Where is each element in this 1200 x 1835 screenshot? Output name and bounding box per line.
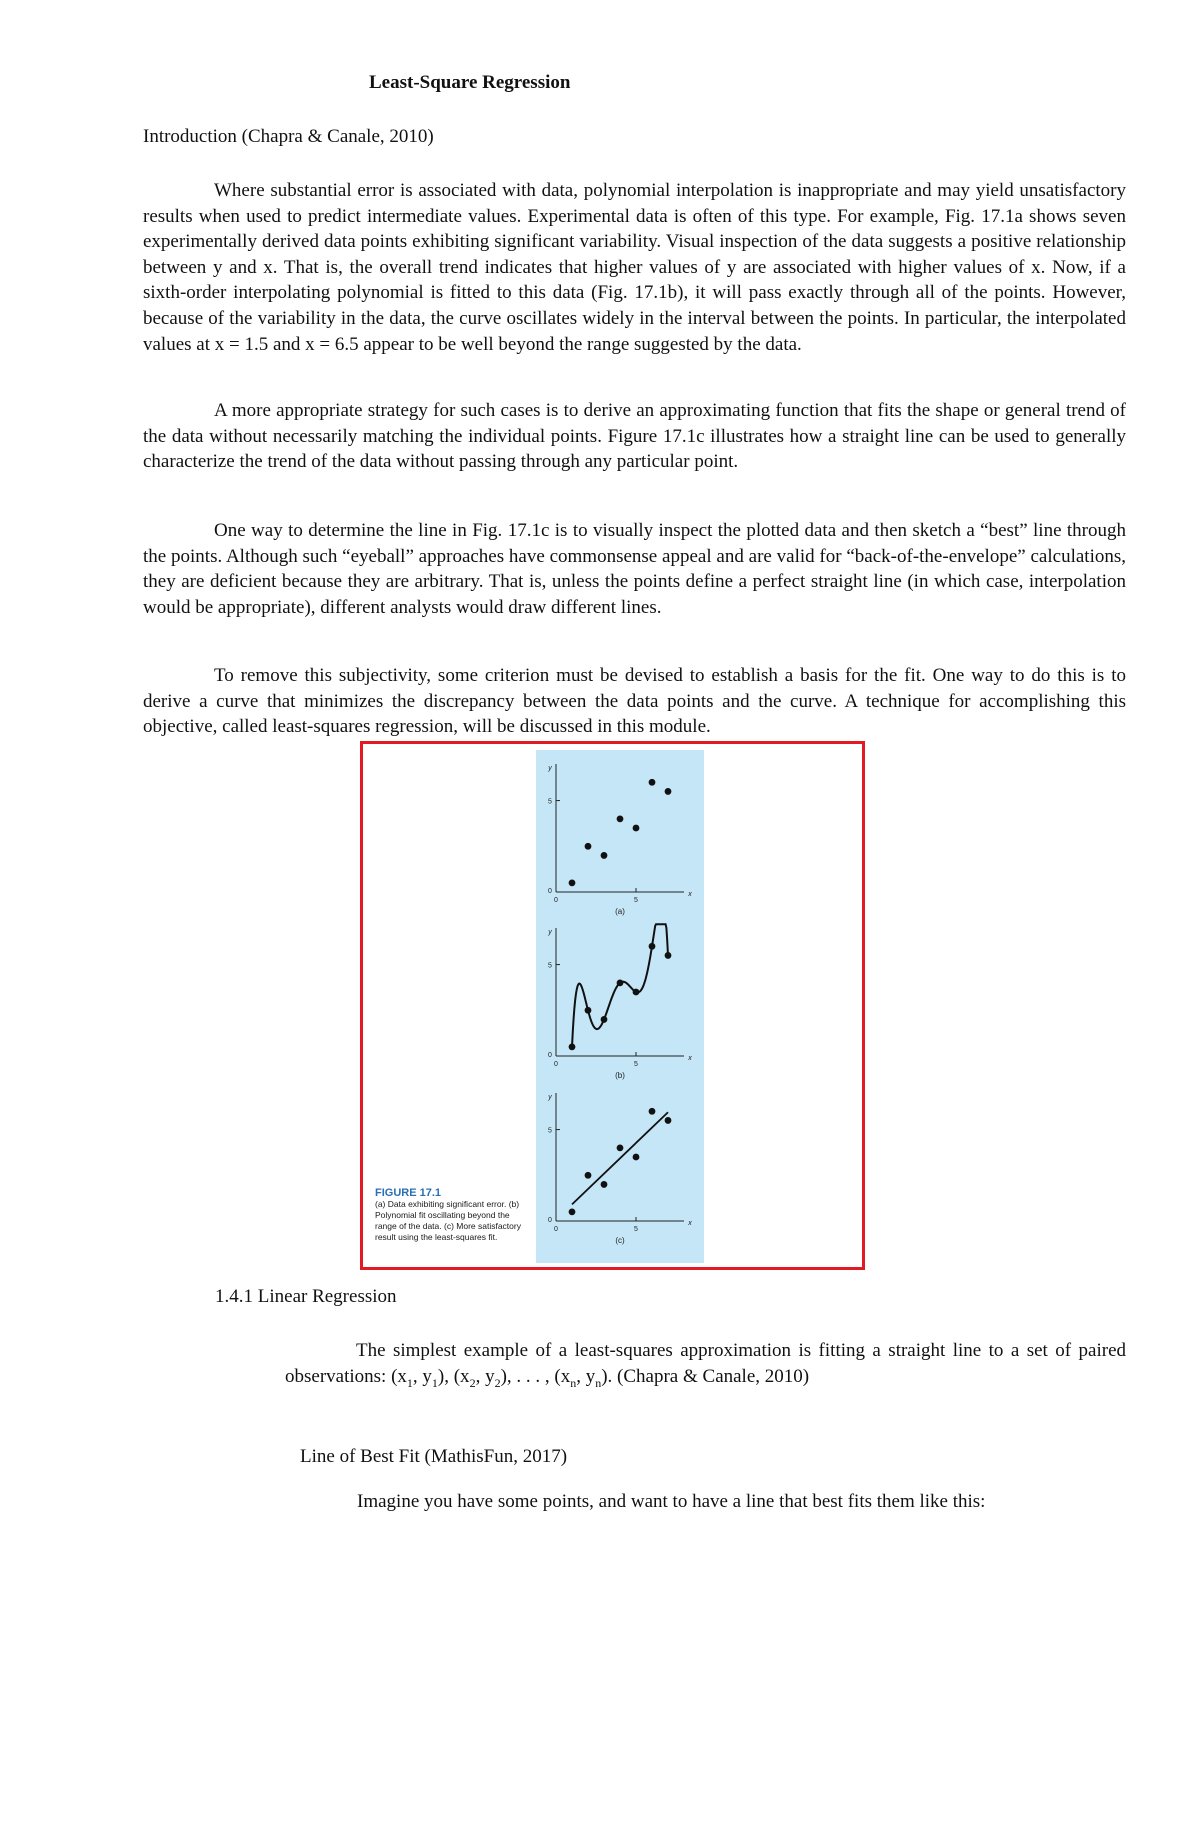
paragraph-1 bbox=[143, 178, 1126, 357]
paragraph-1-text: Where substantial error is associated with data, polynomial interpolation is inappropriate and may yield unsatisfactory results when used to predict intermediate values. Experimental data is often of this type. For example, Fig. 17.1a shows seven experimentally derived data points exhibiting significant variability. Visual inspection of the data suggests a positive relationship between y and x. That is, the overall trend indicates that higher values of y are associated with higher values of x. Now, if a sixth-order interpolating polynomial is fitted to this data (Fig. 17.1b), it will pass exactly through all of the points. However, because of the variability in the data, the curve oscillates widely in the interval between the points. In particular, the interpolated values at x = 1.5 and x = 6.5 appear to be well beyond the range suggested by the data. bbox=[143, 180, 1126, 355]
data-point bbox=[585, 1007, 592, 1014]
paragraph-2-text: A more appropriate strategy for such cases is to derive an approximating function that fits the shape or general trend of the data without necessarily matching the individual points. Figure 17.1c illustrates how a straight line can be used to generally characterize the trend of the data without passing through any particular point. bbox=[143, 400, 1126, 473]
y-tick-label-5: 5 bbox=[548, 798, 552, 806]
line-of-best-fit-heading: Line of Best Fit (MathisFun, 2017) bbox=[300, 1446, 568, 1467]
y-tick-label-0: 0 bbox=[548, 888, 552, 895]
paragraph-3 bbox=[143, 518, 1126, 620]
y-tick-label-5: 5 bbox=[548, 1127, 552, 1135]
data-point bbox=[569, 879, 576, 886]
section-heading-linear-regression: 1.4.1 Linear Regression bbox=[215, 1286, 397, 1307]
y-tick-label-0: 0 bbox=[548, 1052, 552, 1059]
x-tick-label-0: 0 bbox=[554, 1061, 558, 1068]
x-axis-label: x bbox=[688, 1220, 692, 1227]
data-point bbox=[665, 1117, 672, 1124]
data-point bbox=[601, 1181, 608, 1188]
p5-part: ). (Chapra & Canale, 2010) bbox=[601, 1365, 810, 1387]
p5-part: The simplest example of a least-squares approximation is fitting a straight line to a set of paired observations: (x bbox=[285, 1340, 1126, 1387]
p5-part: , y bbox=[475, 1365, 495, 1387]
data-point bbox=[601, 1016, 608, 1023]
figure-caption-text: (a) Data exhibiting significant error. (b) Polynomial fit oscillating beyond the range of the data. (c) More satisfactory result using the least-squares fit. bbox=[375, 1199, 521, 1242]
y-axis-label: y bbox=[548, 1094, 552, 1101]
p5-sub: 1 bbox=[406, 1375, 413, 1390]
p5-part: ), . . . , (x bbox=[500, 1365, 571, 1387]
paragraph-2 bbox=[143, 398, 1126, 475]
data-point bbox=[601, 852, 608, 859]
data-point bbox=[649, 779, 656, 786]
figure-caption-title: FIGURE 17.1 bbox=[375, 1187, 442, 1199]
data-point bbox=[585, 843, 592, 850]
data-point bbox=[633, 825, 640, 832]
data-point bbox=[617, 815, 624, 822]
data-point bbox=[649, 1108, 656, 1115]
data-point bbox=[665, 952, 672, 959]
y-tick-label-0: 0 bbox=[548, 1217, 552, 1224]
paragraph-4-text: To remove this subjectivity, some criterion must be devised to establish a basis for the fit. One way to do this is to derive a curve that minimizes the discrepancy between the data points and the curve. A technique for accomplishing this objective, called least-squares regression, will be discussed in this module. bbox=[143, 665, 1126, 738]
p5-sub: 2 bbox=[494, 1375, 501, 1390]
panel-label: (a) bbox=[615, 907, 625, 916]
line-of-best-fit-text: Imagine you have some points, and want to have a line that best fits them like this: bbox=[357, 1491, 986, 1512]
page-title: Least-Square Regression bbox=[369, 72, 571, 93]
data-point bbox=[617, 1144, 624, 1151]
data-point bbox=[665, 788, 672, 795]
p5-part: , y bbox=[412, 1365, 432, 1387]
figure-17-1-frame bbox=[360, 741, 865, 1270]
p5-part: ), (x bbox=[437, 1365, 470, 1387]
data-point bbox=[617, 979, 624, 986]
data-point bbox=[569, 1208, 576, 1215]
data-point bbox=[649, 943, 656, 950]
data-point bbox=[633, 989, 640, 996]
y-axis-label: y bbox=[548, 929, 552, 936]
figure-panel bbox=[536, 750, 704, 1263]
data-point bbox=[585, 1172, 592, 1179]
y-tick-label-5: 5 bbox=[548, 962, 552, 970]
p5-sub: 2 bbox=[469, 1375, 476, 1390]
x-tick-label-0: 0 bbox=[554, 1226, 558, 1233]
paragraph-5 bbox=[285, 1338, 1126, 1396]
x-tick-label-0: 0 bbox=[554, 897, 558, 904]
p5-part: , y bbox=[576, 1365, 596, 1387]
p5-sub: n bbox=[595, 1375, 602, 1390]
panel-label: (c) bbox=[615, 1236, 625, 1245]
x-axis-label: x bbox=[688, 1055, 692, 1062]
x-tick-label-5: 5 bbox=[634, 897, 638, 904]
x-tick-label-5: 5 bbox=[634, 1061, 638, 1068]
p5-sub: n bbox=[570, 1375, 577, 1390]
y-axis-label: y bbox=[548, 765, 552, 772]
least-squares-line bbox=[572, 1112, 668, 1204]
paragraph-4 bbox=[143, 663, 1126, 740]
x-axis-label: x bbox=[688, 891, 692, 898]
p5-sub: 1 bbox=[431, 1375, 438, 1390]
data-point bbox=[633, 1154, 640, 1161]
paragraph-3-text: One way to determine the line in Fig. 17.1c is to visually inspect the plotted data and then sketch a “best” line through the points. Although such “eyeball” approaches have commonsense appeal and are valid for “back-of-the-envelope” calculations, they are deficient because they are arbitrary. That is, unless the points define a perfect straight line (in which case, interpolation would be appropriate), different analysts would draw different lines. bbox=[143, 520, 1126, 618]
intro-heading: Introduction (Chapra & Canale, 2010) bbox=[143, 126, 434, 147]
x-tick-label-5: 5 bbox=[634, 1226, 638, 1233]
panel-label: (b) bbox=[615, 1071, 625, 1080]
figure-caption bbox=[375, 1188, 525, 1243]
data-point bbox=[569, 1043, 576, 1050]
figure-17-1-plots bbox=[536, 750, 704, 1263]
